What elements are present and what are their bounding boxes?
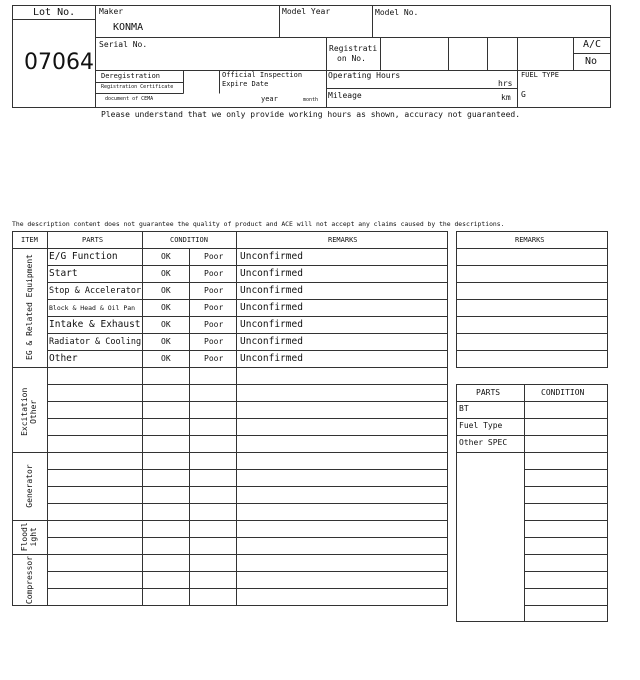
- condition-ok: OK: [161, 303, 171, 312]
- maker-label: Maker: [99, 7, 124, 16]
- right-remarks-header: REMARKS: [515, 236, 545, 244]
- remark: Unconfirmed: [240, 319, 303, 330]
- disclaimer-text: The description content does not guarantee the quality of product and ACE will not accept any claims caused by the descriptions.: [12, 220, 505, 228]
- spec-row-other-spec: Other SPEC: [459, 438, 508, 447]
- fuel-type-value: G: [521, 90, 526, 99]
- hrs-label: hrs: [498, 79, 513, 88]
- part-name: Radiator & Cooling: [49, 337, 142, 347]
- remark: Unconfirmed: [240, 285, 303, 296]
- km-label: km: [501, 93, 511, 102]
- spec-row-fuel-type: Fuel Type: [459, 421, 503, 430]
- deregistration-label: Deregistration: [101, 72, 161, 80]
- spec-row-bt: BT: [459, 404, 469, 413]
- col-remarks-header: REMARKS: [328, 236, 358, 244]
- remark: Unconfirmed: [240, 353, 303, 364]
- condition-ok: OK: [161, 337, 171, 346]
- section-label-eg: EG & Related Equipment: [25, 254, 34, 360]
- operating-hours-label: Operating Hours: [328, 71, 401, 80]
- part-name: E/G Function: [49, 251, 118, 262]
- remark: Unconfirmed: [240, 251, 303, 262]
- col-item-header: ITEM: [21, 236, 38, 244]
- registration-label-1: Registrati: [329, 44, 378, 53]
- condition-poor: Poor: [204, 320, 224, 329]
- remark: Unconfirmed: [240, 268, 303, 279]
- inspection-label-2: Expire Date: [222, 80, 269, 88]
- section-label-excitation-2: Other: [29, 399, 38, 424]
- condition-ok: OK: [161, 320, 171, 329]
- hours-notice: Please understand that we only provide working hours as shown, accuracy not guaranteed.: [101, 110, 521, 119]
- condition-poor: Poor: [204, 354, 224, 363]
- registration-label-2: on No.: [337, 54, 366, 63]
- fuel-type-label: FUEL TYPE: [521, 71, 559, 79]
- condition-poor: Poor: [204, 252, 224, 261]
- condition-poor: Poor: [204, 337, 224, 346]
- remark: Unconfirmed: [240, 336, 303, 347]
- col-parts-header: PARTS: [82, 236, 104, 244]
- section-label-compressor: Compressor: [25, 555, 34, 605]
- spec-col-parts: PARTS: [476, 388, 501, 397]
- year-label: year: [261, 95, 278, 103]
- spec-col-condition: CONDITION: [541, 388, 585, 397]
- section-label-floodlight-2: ight: [29, 527, 38, 547]
- part-name: Intake & Exhaust: [49, 319, 141, 330]
- col-condition-header: CONDITION: [170, 236, 208, 244]
- part-name: Block & Head & Oil Pan: [49, 304, 136, 312]
- registration-certificate-label: Registration Certificate: [101, 84, 174, 90]
- part-name: Start: [49, 268, 78, 279]
- section-label-excitation-1: Excitation: [20, 387, 30, 436]
- part-name: Stop & Accelerator: [49, 286, 142, 296]
- condition-ok: OK: [161, 269, 171, 278]
- inspection-label-1: Official Inspection: [222, 71, 303, 79]
- model-year-label: Model Year: [282, 7, 331, 16]
- lot-label: Lot No.: [33, 7, 76, 18]
- remark: Unconfirmed: [240, 302, 303, 313]
- mileage-label: Mileage: [328, 91, 362, 100]
- part-name: Other: [49, 353, 78, 364]
- maker-value: KONMA: [113, 22, 144, 33]
- condition-poor: Poor: [204, 286, 224, 295]
- month-label: month: [303, 97, 319, 103]
- document-cema-label: document of CEMA: [105, 96, 154, 102]
- section-label-generator: Generator: [25, 464, 34, 508]
- condition-ok: OK: [161, 354, 171, 363]
- condition-ok: OK: [161, 286, 171, 295]
- model-no-label: Model No.: [375, 8, 419, 17]
- condition-ok: OK: [161, 252, 171, 261]
- condition-poor: Poor: [204, 303, 224, 312]
- ac-value: No: [585, 56, 598, 67]
- ac-label: A/C: [583, 39, 602, 50]
- serial-label: Serial No.: [99, 40, 148, 49]
- section-label-floodlight-1: Floodl: [20, 522, 30, 552]
- condition-poor: Poor: [204, 269, 224, 278]
- lot-number: 07064: [24, 50, 94, 75]
